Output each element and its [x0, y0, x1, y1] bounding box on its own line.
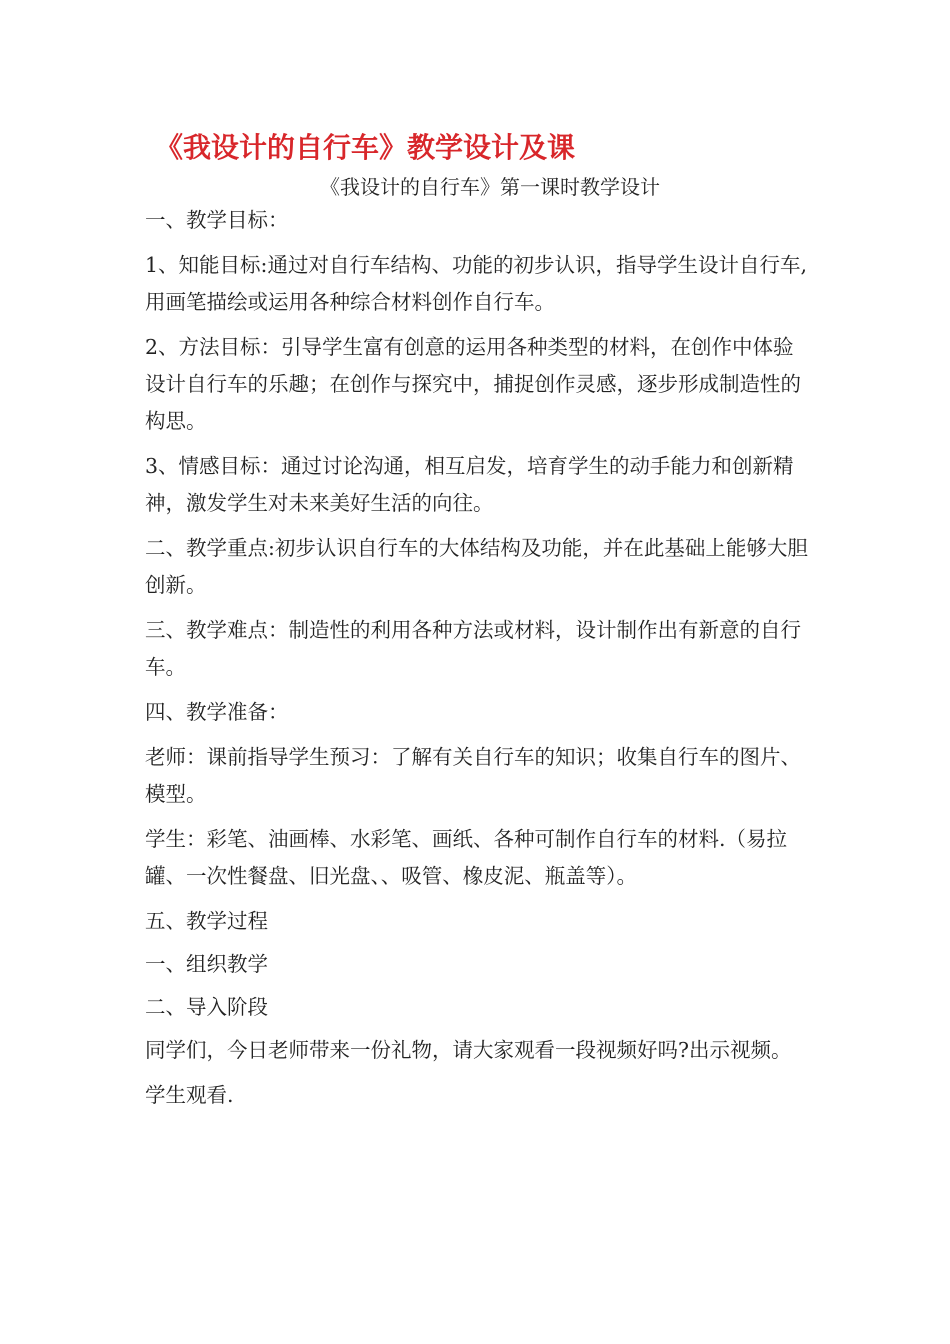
paragraph-students-watch: 学生观看.: [145, 1083, 234, 1107]
paragraph-key-points: 二、教学重点:初步认识自行车的大体结构及功能，并在此基础上能够大胆创新。: [145, 536, 808, 597]
paragraph-video-prompt: 同学们，今日老师带来一份礼物，请大家观看一段视频好吗?出示视频。: [145, 1038, 792, 1062]
paragraph-teacher-prep: 老师：课前指导学生预习：了解有关自行车的知识；收集自行车的图片、模型。: [145, 745, 801, 806]
document-title: 《我设计的自行车》教学设计及课: [155, 131, 576, 164]
section-heading-process: 五、教学过程: [145, 909, 268, 933]
document-subtitle: 《我设计的自行车》第一课时教学设计: [320, 175, 660, 199]
paragraph-knowledge-objective: 1、知能目标:通过对自行车结构、功能的初步认识，指导学生设计自行车,用画笔描绘或运用各种综合材料创作自行车。: [145, 253, 807, 314]
step-organize: 一、组织教学: [145, 952, 268, 976]
paragraph-emotion-objective: 3、情感目标：通过讨论沟通，相互启发，培育学生的动手能力和创新精神，激发学生对未来美好生活的向往。: [145, 454, 794, 515]
section-heading-objectives: 一、教学目标：: [145, 208, 289, 232]
paragraph-difficulties: 三、教学难点：制造性的利用各种方法或材料，设计制作出有新意的自行车。: [145, 618, 801, 679]
document-body: [145, 202, 810, 1122]
paragraph-student-prep: 学生：彩笔、油画棒、水彩笔、画纸、各种可制作自行车的材料.（易拉罐、一次性餐盘、旧光盘、、吸管、橡皮泥、瓶盖等）。: [145, 827, 788, 888]
section-heading-preparation: 四、教学准备：: [145, 700, 289, 724]
paragraph-method-objective: 2、方法目标：引导学生富有创意的运用各种类型的材料，在创作中体验设计自行车的乐趣；在创作与探究中，捕捉创作灵感，逐步形成制造性的构思。: [145, 335, 801, 433]
step-introduction: 二、导入阶段: [145, 995, 268, 1019]
